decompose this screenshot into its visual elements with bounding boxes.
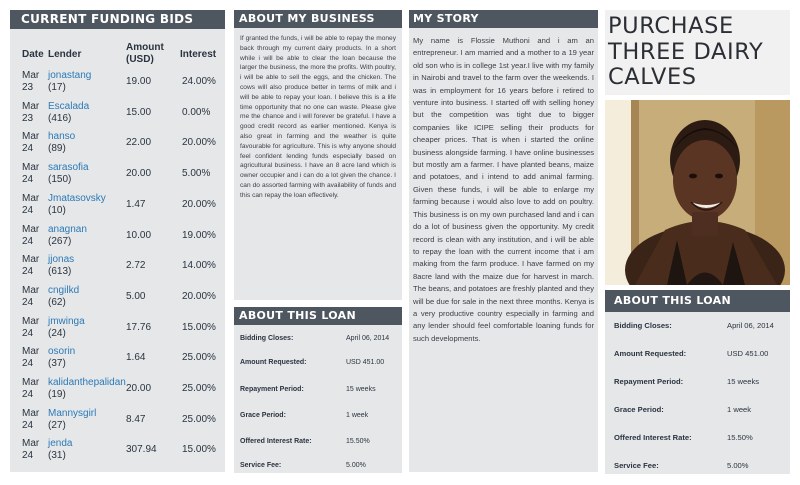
about-business-panel xyxy=(234,10,402,300)
bid-amount: 307.94 xyxy=(126,444,157,456)
bid-date xyxy=(22,162,39,186)
bid-row xyxy=(10,408,225,438)
loan-row-amount-requested xyxy=(614,348,786,362)
lender-bid-count: (19) xyxy=(48,389,66,400)
loan-value: 15.50% xyxy=(346,438,370,445)
bid-date-month: Mar xyxy=(22,377,40,388)
bid-amount: 1.47 xyxy=(126,198,146,210)
bid-row xyxy=(10,131,225,161)
lender-bid-count: (89) xyxy=(48,143,66,155)
bid-amount: 15.00 xyxy=(126,106,152,118)
bid-interest: 14.00% xyxy=(182,260,216,272)
loan-value: 1 week xyxy=(727,405,752,414)
loan-value: 15 weeks xyxy=(727,377,760,386)
loan-row-grace-period xyxy=(614,404,786,418)
bid-amount: 19.00 xyxy=(126,76,152,87)
bid-date xyxy=(22,438,39,462)
bid-date xyxy=(22,346,39,370)
loan-value: April 06, 2014 xyxy=(727,321,774,330)
my-story-title: MY STORY xyxy=(409,10,598,28)
bid-date xyxy=(22,131,39,155)
bid-amount: 10.00 xyxy=(126,229,152,241)
lender-link[interactable]: jjonas xyxy=(48,254,75,266)
bid-date xyxy=(22,70,39,94)
lender-link[interactable]: sarasofia xyxy=(48,162,89,174)
lender-bid-count: (613) xyxy=(48,266,72,278)
bid-date-day: 23 xyxy=(22,112,34,124)
bid-date-day: 24 xyxy=(22,419,34,431)
loan-label: Service Fee: xyxy=(614,461,659,470)
lender-link[interactable]: anagnan xyxy=(48,223,87,235)
lender-bid-count: (10) xyxy=(48,204,66,216)
lender-bid-count: (37) xyxy=(48,358,66,370)
my-story-text: My name is Flossie Muthoni and i am an entrepreneur. I am married and a mother to a 19 year old son who is in college 1st year.I live with my family in Nairobi and travel to the farm over the weekends. I was in employment for 16 years before i retired to venture into business. I started off with selling honey but the competition was tight due to bigger companies like ICIPE selling their products for cheaper prices. That is when i started the online business alongside farming. I have online businesses but mostly am a farmer. I have planted beans, maize and potatoes, and i intend to add animal farming. Given these funds, i will be able to enlarge my farming because i would also love to add on poultry. This business is on my own purchased land and i can do a lot of business given the opportunity. My credit record is clean with any institution, and i will be able to repay the loan with the current income that i am making from the farm produce. I have farmed on my 8acre land with the maize due for harvest in march. The beans, and potatoes are freshly planted and they will be due for sale in the next three months. Kenya is a very productive country especially in farming and any lender should feel comfortable loaning funds for such developments. xyxy=(413,36,594,343)
bid-date-month: Mar xyxy=(22,346,40,358)
bid-row xyxy=(10,193,225,223)
lender-bid-count: (31) xyxy=(48,450,66,462)
lender-link[interactable]: jmwinga xyxy=(48,315,85,327)
amount-column-header xyxy=(126,42,164,66)
loan-label: Bidding Closes: xyxy=(614,321,672,330)
bid-interest: 25.00% xyxy=(182,383,216,394)
bid-date-month: Mar xyxy=(22,284,40,296)
bid-row xyxy=(10,285,225,315)
bid-lender xyxy=(48,193,106,217)
loan-row-repayment-period xyxy=(614,376,786,390)
bid-amount: 20.00 xyxy=(126,168,152,180)
lender-link[interactable]: jenda xyxy=(48,438,73,450)
date-column-header: Date xyxy=(22,49,44,60)
bid-amount: 8.47 xyxy=(126,413,146,425)
funding-bids-panel xyxy=(10,10,225,472)
loan-value: 1 week xyxy=(346,412,369,419)
lender-column-header: Lender xyxy=(48,49,82,60)
loan-label: Amount Requested: xyxy=(614,349,687,358)
bid-date-month: Mar xyxy=(22,192,40,204)
bid-date-day: 24 xyxy=(22,235,34,247)
bid-row xyxy=(10,162,225,192)
loan-value: USD 451.00 xyxy=(727,349,769,358)
bid-interest: 25.00% xyxy=(182,352,216,364)
my-story-panel xyxy=(409,10,598,472)
bid-date xyxy=(22,193,39,217)
bid-lender xyxy=(48,254,74,278)
amount-header-unit: (USD) xyxy=(126,54,154,65)
loan-title-box xyxy=(605,10,790,95)
bid-date-day: 24 xyxy=(22,358,34,370)
bid-lender xyxy=(48,346,75,370)
lender-link[interactable]: cngilkd xyxy=(48,284,80,296)
about-business-text: If granted the funds, i will be able to repay the money back through my current dairy products. In a short while i will be able to clear the loan because the larger the business, the more the profits. With poultry, i will be able to sell the eggs, and the chicken. The cows will also produce better in terms of milk and i will be able to repay your loan. I believe this is a life time opportunity that no one can waste. Please give me the chance and i will forever be grateful. I have a good credit record as earlier mentioned. Kenya is also great in farming and the weather is quite favourable for agriculture. This is why anyone should feel confident lending funds especially based on agricultural business. I have an 8 acre land which is owner occupier and i can do a lot given the chance. I can do assorted farming with availability of funds and this can repay the loan effectively. xyxy=(240,35,396,199)
bid-interest: 24.00% xyxy=(182,76,216,87)
bid-date-month: Mar xyxy=(22,438,40,450)
bid-row xyxy=(10,377,225,407)
loan-label: Repayment Period: xyxy=(614,377,684,386)
interest-column-header: Interest xyxy=(180,49,217,60)
loan-value: USD 451.00 xyxy=(346,359,385,366)
bid-lender xyxy=(48,131,75,155)
loan-row-bidding-closes xyxy=(614,320,786,334)
loan-title: PURCHASE THREE DAIRY CALVES xyxy=(608,13,764,90)
bid-date-day: 24 xyxy=(22,389,34,400)
bid-lender xyxy=(48,377,126,401)
bid-lender xyxy=(48,70,91,94)
bid-row xyxy=(10,316,225,346)
loan-row-interest-rate xyxy=(240,436,398,450)
about-business-title: ABOUT MY BUSINESS xyxy=(234,10,402,28)
bid-lender xyxy=(48,285,79,309)
bid-lender xyxy=(48,224,87,248)
lender-bid-count: (27) xyxy=(48,419,66,431)
bid-date-day: 24 xyxy=(22,204,34,216)
loan-row-grace-period xyxy=(240,410,398,424)
bid-date-month: Mar xyxy=(22,315,40,327)
bid-date xyxy=(22,285,39,309)
bid-date-month: Mar xyxy=(22,162,40,174)
loan-label: Grace Period: xyxy=(240,412,286,419)
bid-date xyxy=(22,224,39,248)
lender-bid-count: (150) xyxy=(48,174,72,186)
bid-interest: 0.00% xyxy=(182,106,211,118)
bid-lender xyxy=(48,162,89,186)
bid-lender xyxy=(48,438,72,462)
bid-amount: 5.00 xyxy=(126,290,146,302)
bid-date-month: Mar xyxy=(22,407,40,419)
about-loan-panel xyxy=(605,290,790,474)
lender-link[interactable]: Jmatasovsky xyxy=(48,192,106,204)
bid-lender xyxy=(48,316,85,340)
bid-date-day: 24 xyxy=(22,327,34,339)
lender-bid-count: (267) xyxy=(48,235,72,247)
bid-row xyxy=(10,224,225,254)
bid-date-month: Mar xyxy=(22,131,40,143)
bid-amount: 2.72 xyxy=(126,260,146,272)
lender-link[interactable]: Mannysgirl xyxy=(48,407,97,419)
about-loan-title-small: ABOUT THIS LOAN xyxy=(234,307,402,325)
bid-row xyxy=(10,101,225,131)
loan-row-repayment-period xyxy=(240,384,398,398)
bid-interest: 20.00% xyxy=(182,290,216,302)
loan-label: Grace Period: xyxy=(614,405,664,414)
loan-value: 15 weeks xyxy=(346,386,376,393)
about-loan-title: ABOUT THIS LOAN xyxy=(605,290,790,312)
about-loan-panel-small xyxy=(234,307,402,473)
bid-interest: 15.00% xyxy=(182,321,216,333)
lender-link[interactable]: hanso xyxy=(48,131,76,143)
loan-value: 15.50% xyxy=(727,433,753,442)
loan-row-bidding-closes xyxy=(240,333,398,347)
lender-link[interactable]: jonastang xyxy=(48,70,92,81)
bid-amount: 20.00 xyxy=(126,383,152,394)
bid-interest: 20.00% xyxy=(182,137,216,149)
bid-date-day: 24 xyxy=(22,143,34,155)
lender-link[interactable]: osorin xyxy=(48,346,76,358)
bid-amount: 1.64 xyxy=(126,352,146,364)
bid-date-month: Mar xyxy=(22,100,40,112)
bid-date-month: Mar xyxy=(22,70,40,81)
borrower-photo xyxy=(605,100,790,285)
bid-date xyxy=(22,101,39,125)
amount-header-label: Amount xyxy=(126,42,164,53)
loan-value: 5.00% xyxy=(346,462,366,469)
bid-date-day: 23 xyxy=(22,82,34,93)
loan-label: Offered Interest Rate: xyxy=(240,438,312,445)
lender-bid-count: (24) xyxy=(48,327,66,339)
loan-row-service-fee xyxy=(240,460,398,473)
bid-amount: 17.76 xyxy=(126,321,152,333)
funding-bids-title: CURRENT FUNDING BIDS xyxy=(10,10,225,29)
bid-lender xyxy=(48,101,89,125)
bid-date-day: 24 xyxy=(22,266,34,278)
bid-interest: 15.00% xyxy=(182,444,216,456)
bid-interest: 19.00% xyxy=(182,229,216,241)
loan-label: Service Fee: xyxy=(240,462,282,469)
bid-date xyxy=(22,316,39,340)
bid-interest: 25.00% xyxy=(182,413,216,425)
lender-bid-count: (62) xyxy=(48,296,66,308)
loan-row-amount-requested xyxy=(240,357,398,371)
loan-row-service-fee xyxy=(614,460,786,474)
loan-label: Repayment Period: xyxy=(240,386,304,393)
lender-link[interactable]: kalidanthepalidan xyxy=(48,377,126,388)
bid-amount: 22.00 xyxy=(126,137,152,149)
bid-date-month: Mar xyxy=(22,254,40,266)
loan-value: 5.00% xyxy=(727,461,749,470)
loan-row-interest-rate xyxy=(614,432,786,446)
bid-lender xyxy=(48,408,96,432)
bid-row xyxy=(10,254,225,284)
bid-row xyxy=(10,70,225,100)
lender-link[interactable]: Escalada xyxy=(48,100,90,112)
bid-date xyxy=(22,377,39,401)
bid-date-month: Mar xyxy=(22,223,40,235)
bid-date xyxy=(22,408,39,432)
lender-bid-count: (416) xyxy=(48,112,72,124)
bid-row xyxy=(10,346,225,376)
bid-date-day: 24 xyxy=(22,174,34,186)
loan-value: April 06, 2014 xyxy=(346,335,390,342)
bid-interest: 20.00% xyxy=(182,198,216,210)
borrower-photo-illustration xyxy=(605,100,790,285)
lender-bid-count: (17) xyxy=(48,82,66,93)
loan-label: Bidding Closes: xyxy=(240,335,294,342)
loan-label: Amount Requested: xyxy=(240,359,307,366)
bid-row xyxy=(10,438,225,468)
loan-label: Offered Interest Rate: xyxy=(614,433,692,442)
bid-date-day: 24 xyxy=(22,450,34,462)
bid-date xyxy=(22,254,39,278)
bid-date-day: 24 xyxy=(22,296,34,308)
bid-interest: 5.00% xyxy=(182,168,211,180)
